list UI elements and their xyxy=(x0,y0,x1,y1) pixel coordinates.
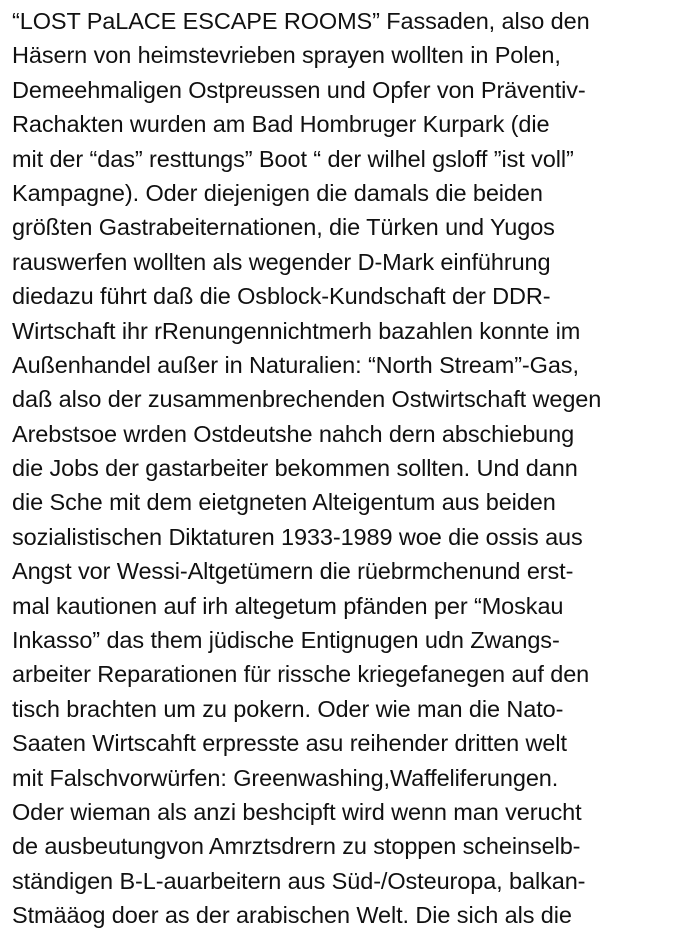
text-line: Außenhandel außer in Naturalien: “North Stream”-Gas, xyxy=(12,351,579,378)
text-line: Arebstsoe wrden Ostdeutshe nahch dern abschiebung xyxy=(12,420,575,447)
body-text xyxy=(12,4,680,933)
text-line: Inkasso” das them jüdische Entignugen udn Zwangs- xyxy=(12,627,560,654)
text-line: Stmääog doer as der arabischen Welt. Die sich als die xyxy=(12,902,572,929)
text-line: mit Falschvorwürfen: Greenwashing,Waffeliferungen. xyxy=(12,764,559,791)
text-line: sozialistischen Diktaturen 1933-1989 woe die ossis aus xyxy=(12,523,583,550)
text-line: die Sche mit dem eietgneten Alteigentum aus beiden xyxy=(12,489,556,516)
text-line: mit der “das” resttungs” Boot “ der wilhel gsloff ”ist voll” xyxy=(12,145,574,172)
text-line: daß also der zusammenbrechenden Ostwirtschaft wegen xyxy=(12,386,602,413)
text-line: Kampagne). Oder diejenigen die damals die beiden xyxy=(12,179,543,206)
text-line: “LOST PaLACE ESCAPE ROOMS” Fassaden, also den xyxy=(12,8,590,34)
text-line: Oder wieman als anzi beshcipft wird wenn man verucht xyxy=(12,798,582,825)
text-line: Angst vor Wessi-Altgetümern die rüebrmchenund erst- xyxy=(12,558,574,585)
text-line: rauswerfen wollten als wegender D-Mark einführung xyxy=(12,248,551,275)
text-line: die Jobs der gastarbeiter bekommen sollten. Und dann xyxy=(12,455,578,482)
text-line: Saaten Wirtscahft erpresste asu reihender dritten welt xyxy=(12,730,567,757)
text-line: Häsern von heimstevrieben sprayen wollten in Polen, xyxy=(12,42,561,69)
text-line: Wirtschaft ihr rRenungennichtmerh bazahlen konnte im xyxy=(12,317,581,344)
text-line: tisch brachten um zu pokern. Oder wie man die Nato- xyxy=(12,695,564,722)
text-line: de ausbeutungvon Amrztsdrern zu stoppen scheinselb- xyxy=(12,833,581,860)
text-line: diedazu führt daß die Osblock-Kundschaft der DDR- xyxy=(12,283,551,310)
text-line: arbeiter Reparationen für rissche kriegefanegen auf den xyxy=(12,661,590,688)
text-line: mal kautionen auf irh altegetum pfänden per “Moskau xyxy=(12,592,564,619)
text-line: Rachakten wurden am Bad Hombruger Kurpark (die xyxy=(12,111,550,138)
text-line: Demeehmaligen Ostpreussen und Opfer von Präventiv- xyxy=(12,76,586,103)
text-line: ständigen B-L-auarbeitern aus Süd-/Osteuropa, balkan- xyxy=(12,867,586,894)
text-line: größten Gastrabeiternationen, die Türken und Yugos xyxy=(12,214,555,241)
